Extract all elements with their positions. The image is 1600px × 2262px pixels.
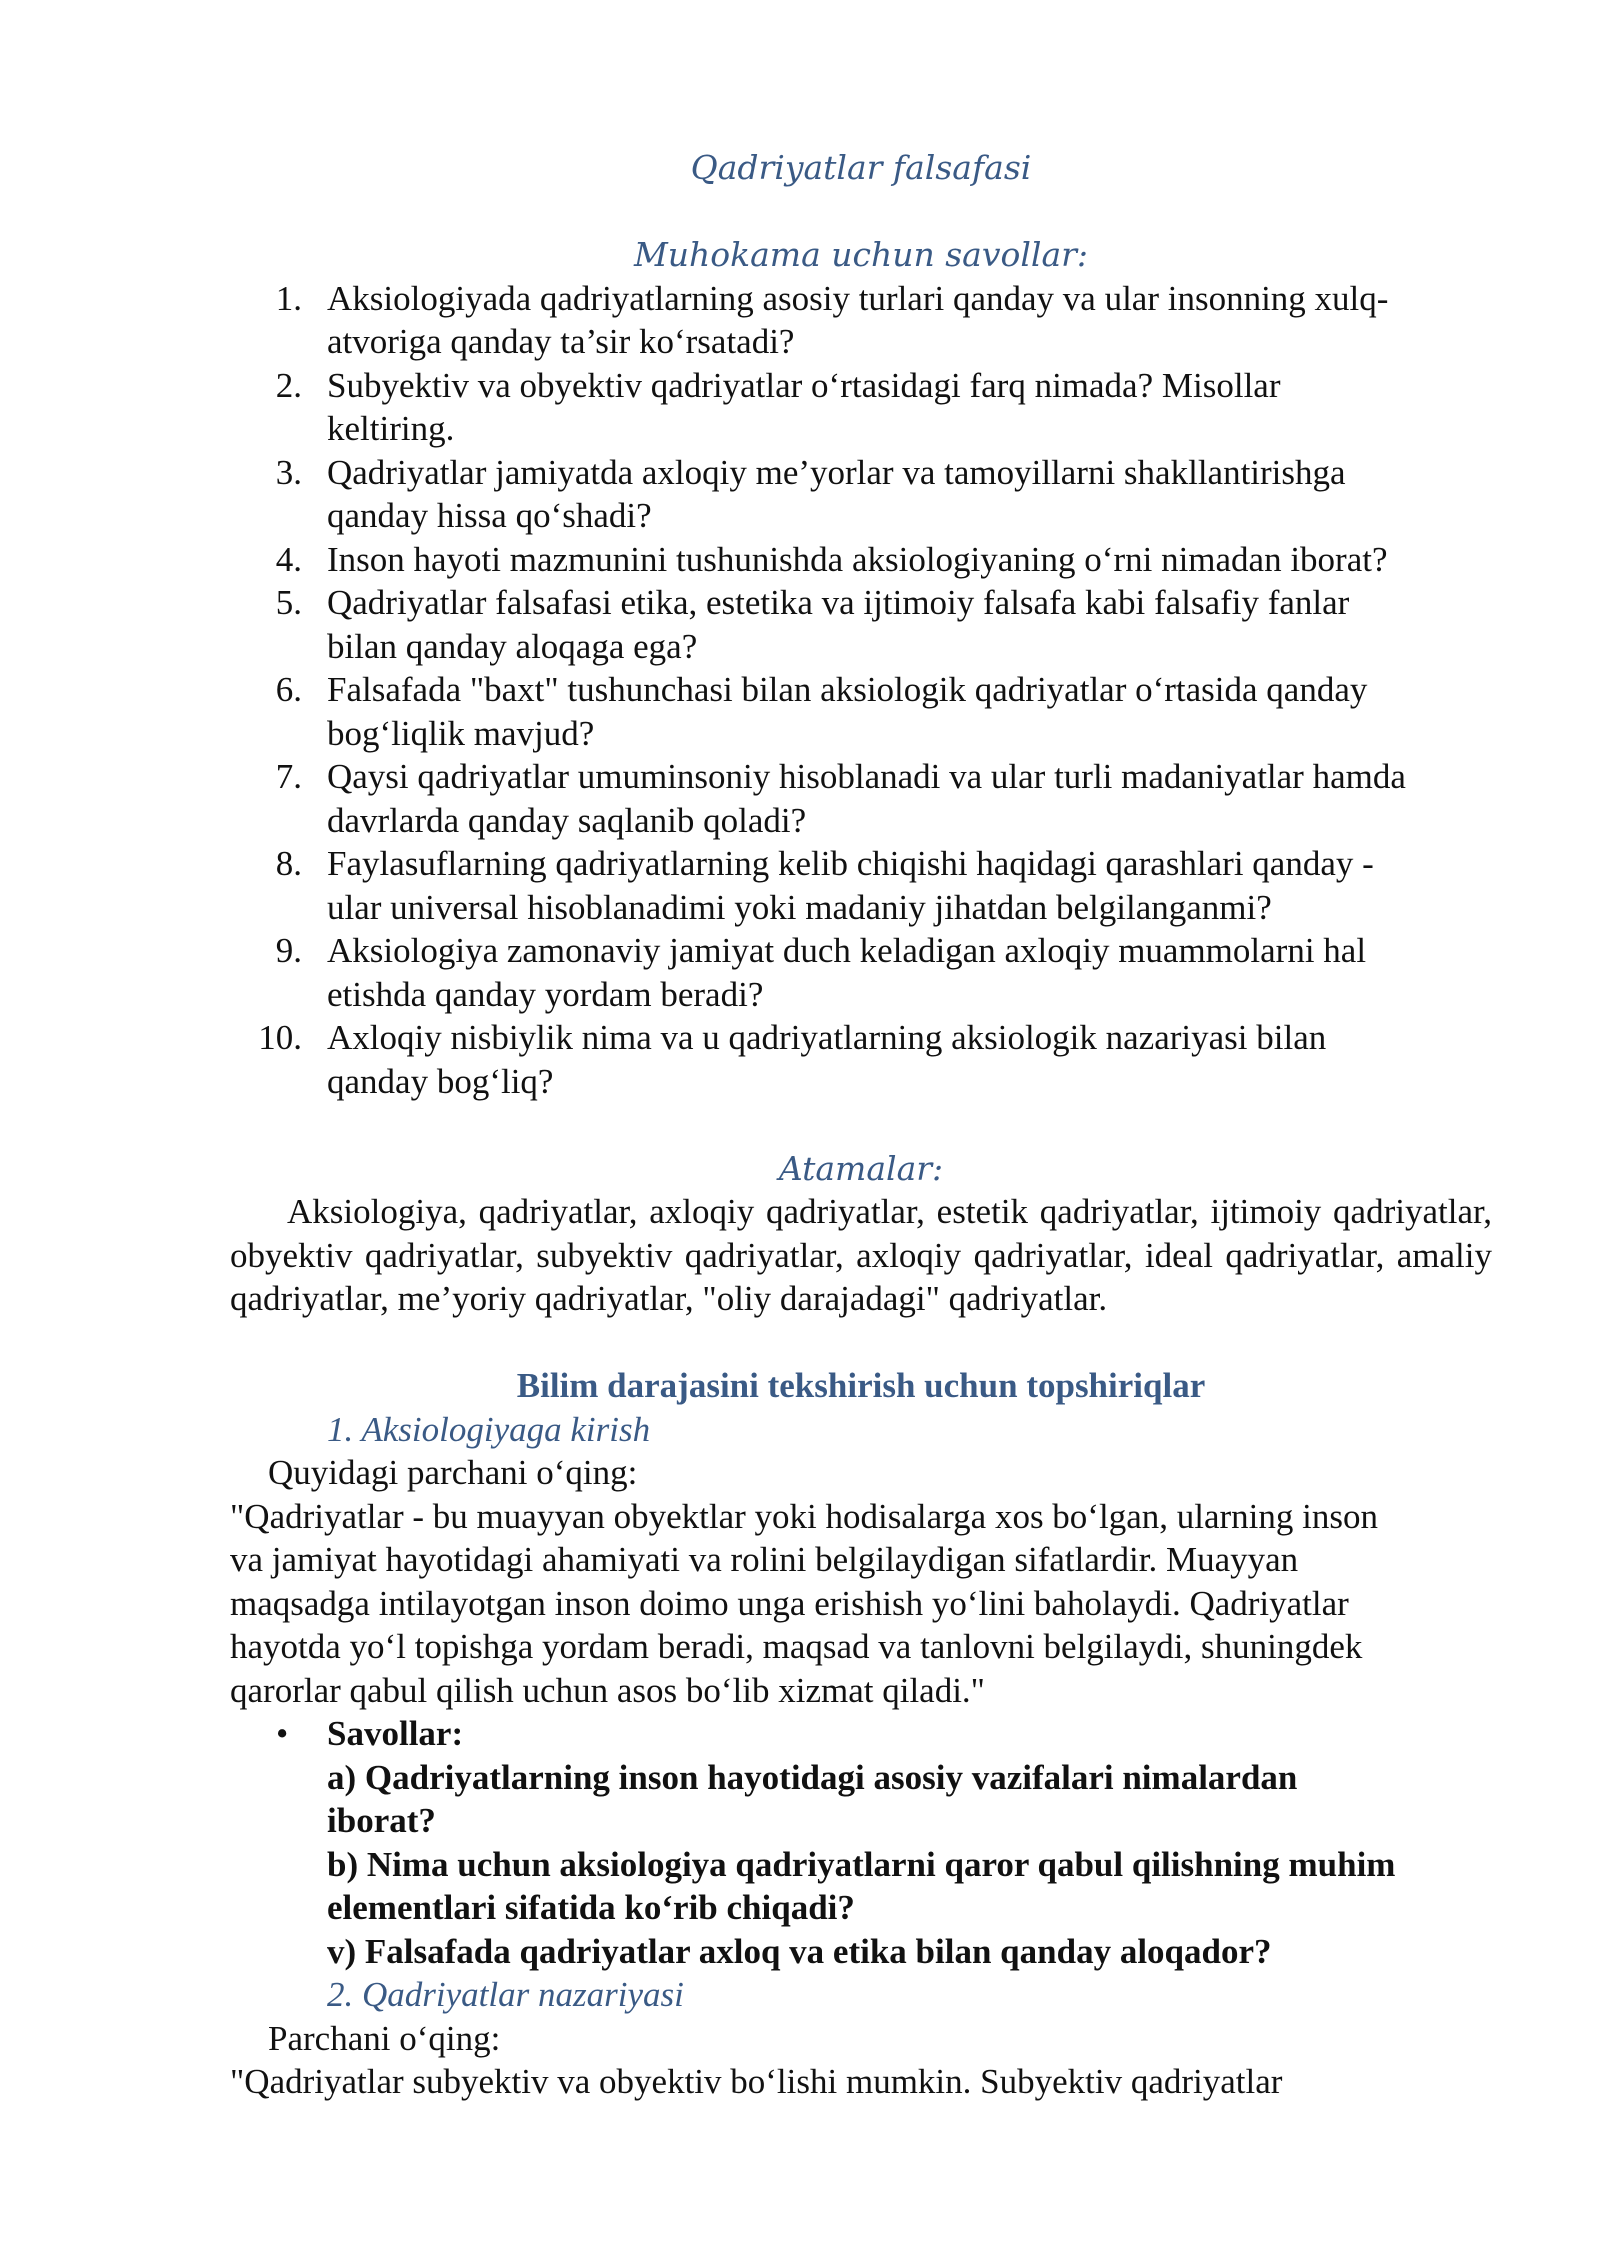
task1-question-line: iborat? [327,1801,436,1840]
spacer [230,1103,1492,1147]
question-number: 7. [275,757,302,796]
question-line: qanday hissa qo‘shadi? [327,496,652,535]
task2-quote-line: "Qadriyatlar subyektiv va obyektiv bo‘lishi mumkin. Subyektiv qadriyatlar [230,2062,1283,2101]
task2-prompt: Parchani o‘qing: [268,2018,501,2058]
spacer [230,190,1492,234]
question-item [230,451,1492,538]
question-line: atvoriga qanday ta’sir ko‘rsatadi? [327,322,795,361]
discussion-questions [230,277,1492,1104]
question-item [230,538,1492,582]
question-number: 8. [275,844,302,883]
task1-question-line: a) Qadriyatlarning inson hayotidagi asosiy vazifalari nimalardan [327,1757,1298,1797]
quote-line: "Qadriyatlar - bu muayyan obyektlar yoki hodisalarga xos bo‘lgan, ularning inson [230,1496,1378,1536]
question-number: 10. [258,1018,302,1057]
task1-question-line: elementlari sifatida ko‘rib chiqadi? [327,1888,855,1927]
task1-quote [230,1495,1492,1713]
question-number: 9. [275,931,302,970]
question-line: Falsafada "baxt" tushunchasi bilan aksiologik qadriyatlar o‘rtasida qanday [327,670,1368,709]
question-line: bilan qanday aloqaga ega? [327,626,698,666]
terms-heading: Atamalar: [778,1148,944,1188]
bullet-icon: • [276,1714,289,1753]
question-item [230,929,1492,1016]
task2-title: 2. Qadriyatlar nazariyasi [327,1975,684,2014]
quote-line: va jamiyat hayotidagi ahamiyati va rolini belgilaydigan sifatlardir. Muayyan [230,1540,1299,1579]
question-line: Aksiologiyada qadriyatlarning asosiy turlari qanday va ular insonning xulq- [327,278,1389,318]
question-number: 3. [275,452,302,492]
questions-label: Savollar: [327,1714,464,1753]
task1-questions-label [230,1712,1492,1756]
question-item [230,277,1492,364]
question-number: 6. [275,670,302,709]
task1-question-line: b) Nima uchun aksiologiya qadriyatlarni qaror qabul qilishning muhim [327,1844,1396,1884]
question-item [230,581,1492,668]
terms-paragraph: Aksiologiya, qadriyatlar, axloqiy qadriyatlar, estetik qadriyatlar, ijtimoiy qadriyatlar, obyektiv qadriyatlar, subyektiv qadriyatlar, axloqiy qadriyatlar, ideal qadriyatlar, amaliy qadriyatlar, me’yoriy qadriyatlar, "oliy darajadagi" qadriyatlar. [230,1192,1492,1318]
quote-line: hayotda yo‘l topishga yordam beradi, maqsad va tanlovni belgilaydi, shuningdek [230,1627,1363,1666]
question-line: Subyektiv va obyektiv qadriyatlar o‘rtasidagi farq nimada? Misollar [327,365,1281,405]
task1-question-line: v) Falsafada qadriyatlar axloq va etika bilan qanday aloqador? [327,1931,1272,1971]
question-item [230,364,1492,451]
question-line: ular universal hisoblanadimi yoki madaniy jihatdan belgilanganmi? [327,887,1272,927]
tasks-heading: Bilim darajasini tekshirish uchun topshiriqlar [516,1366,1206,1405]
question-line: Inson hayoti mazmunini tushunishda aksiologiyaning o‘rni nimadan iborat? [327,539,1388,579]
question-number: 4. [275,539,302,579]
question-line: Axloqiy nisbiylik nima va u qadriyatlarning aksiologik nazariyasi bilan [327,1018,1327,1057]
question-line: Faylasuflarning qadriyatlarning kelib chiqishi haqidagi qarashlari qanday - [327,844,1374,883]
spacer [230,1321,1492,1365]
question-number: 2. [275,365,302,405]
question-item [230,1016,1492,1103]
question-number: 1. [275,278,302,318]
question-item [230,668,1492,755]
discussion-heading: Muhokama uchun savollar: [633,235,1089,274]
quote-line: qarorlar qabul qilish uchun asos bo‘lib xizmat qiladi." [230,1670,985,1710]
question-line: davrlarda qanday saqlanib qoladi? [327,800,807,840]
task1-prompt: Quyidagi parchani o‘qing: [268,1453,638,1492]
page-title: Qadriyatlar falsafasi [690,148,1032,187]
quote-line: maqsadga intilayotgan inson doimo unga erishish yo‘lini baholaydi. Qadriyatlar [230,1583,1349,1623]
question-line: keltiring. [327,409,455,448]
question-item [230,755,1492,842]
task1-title: 1. Aksiologiyaga kirish [327,1409,651,1449]
question-item [230,842,1492,929]
question-line: Qadriyatlar jamiyatda axloqiy me’yorlar va tamoyillarni shakllantirishga [327,452,1346,492]
question-line: qanday bog‘liq? [327,1061,554,1101]
question-line: etishda qanday yordam beradi? [327,974,764,1014]
question-line: Qaysi qadriyatlar umuminsoniy hisoblanadi va ular turli madaniyatlar hamda [327,757,1406,796]
document-content [230,146,1492,2104]
question-number: 5. [275,583,302,622]
question-line: bog‘liqlik mavjud? [327,713,595,753]
question-line: Qadriyatlar falsafasi etika, estetika va ijtimoiy falsafa kabi falsafiy fanlar [327,583,1350,622]
question-line: Aksiologiya zamonaviy jamiyat duch keladigan axloqiy muammolarni hal [327,931,1367,970]
